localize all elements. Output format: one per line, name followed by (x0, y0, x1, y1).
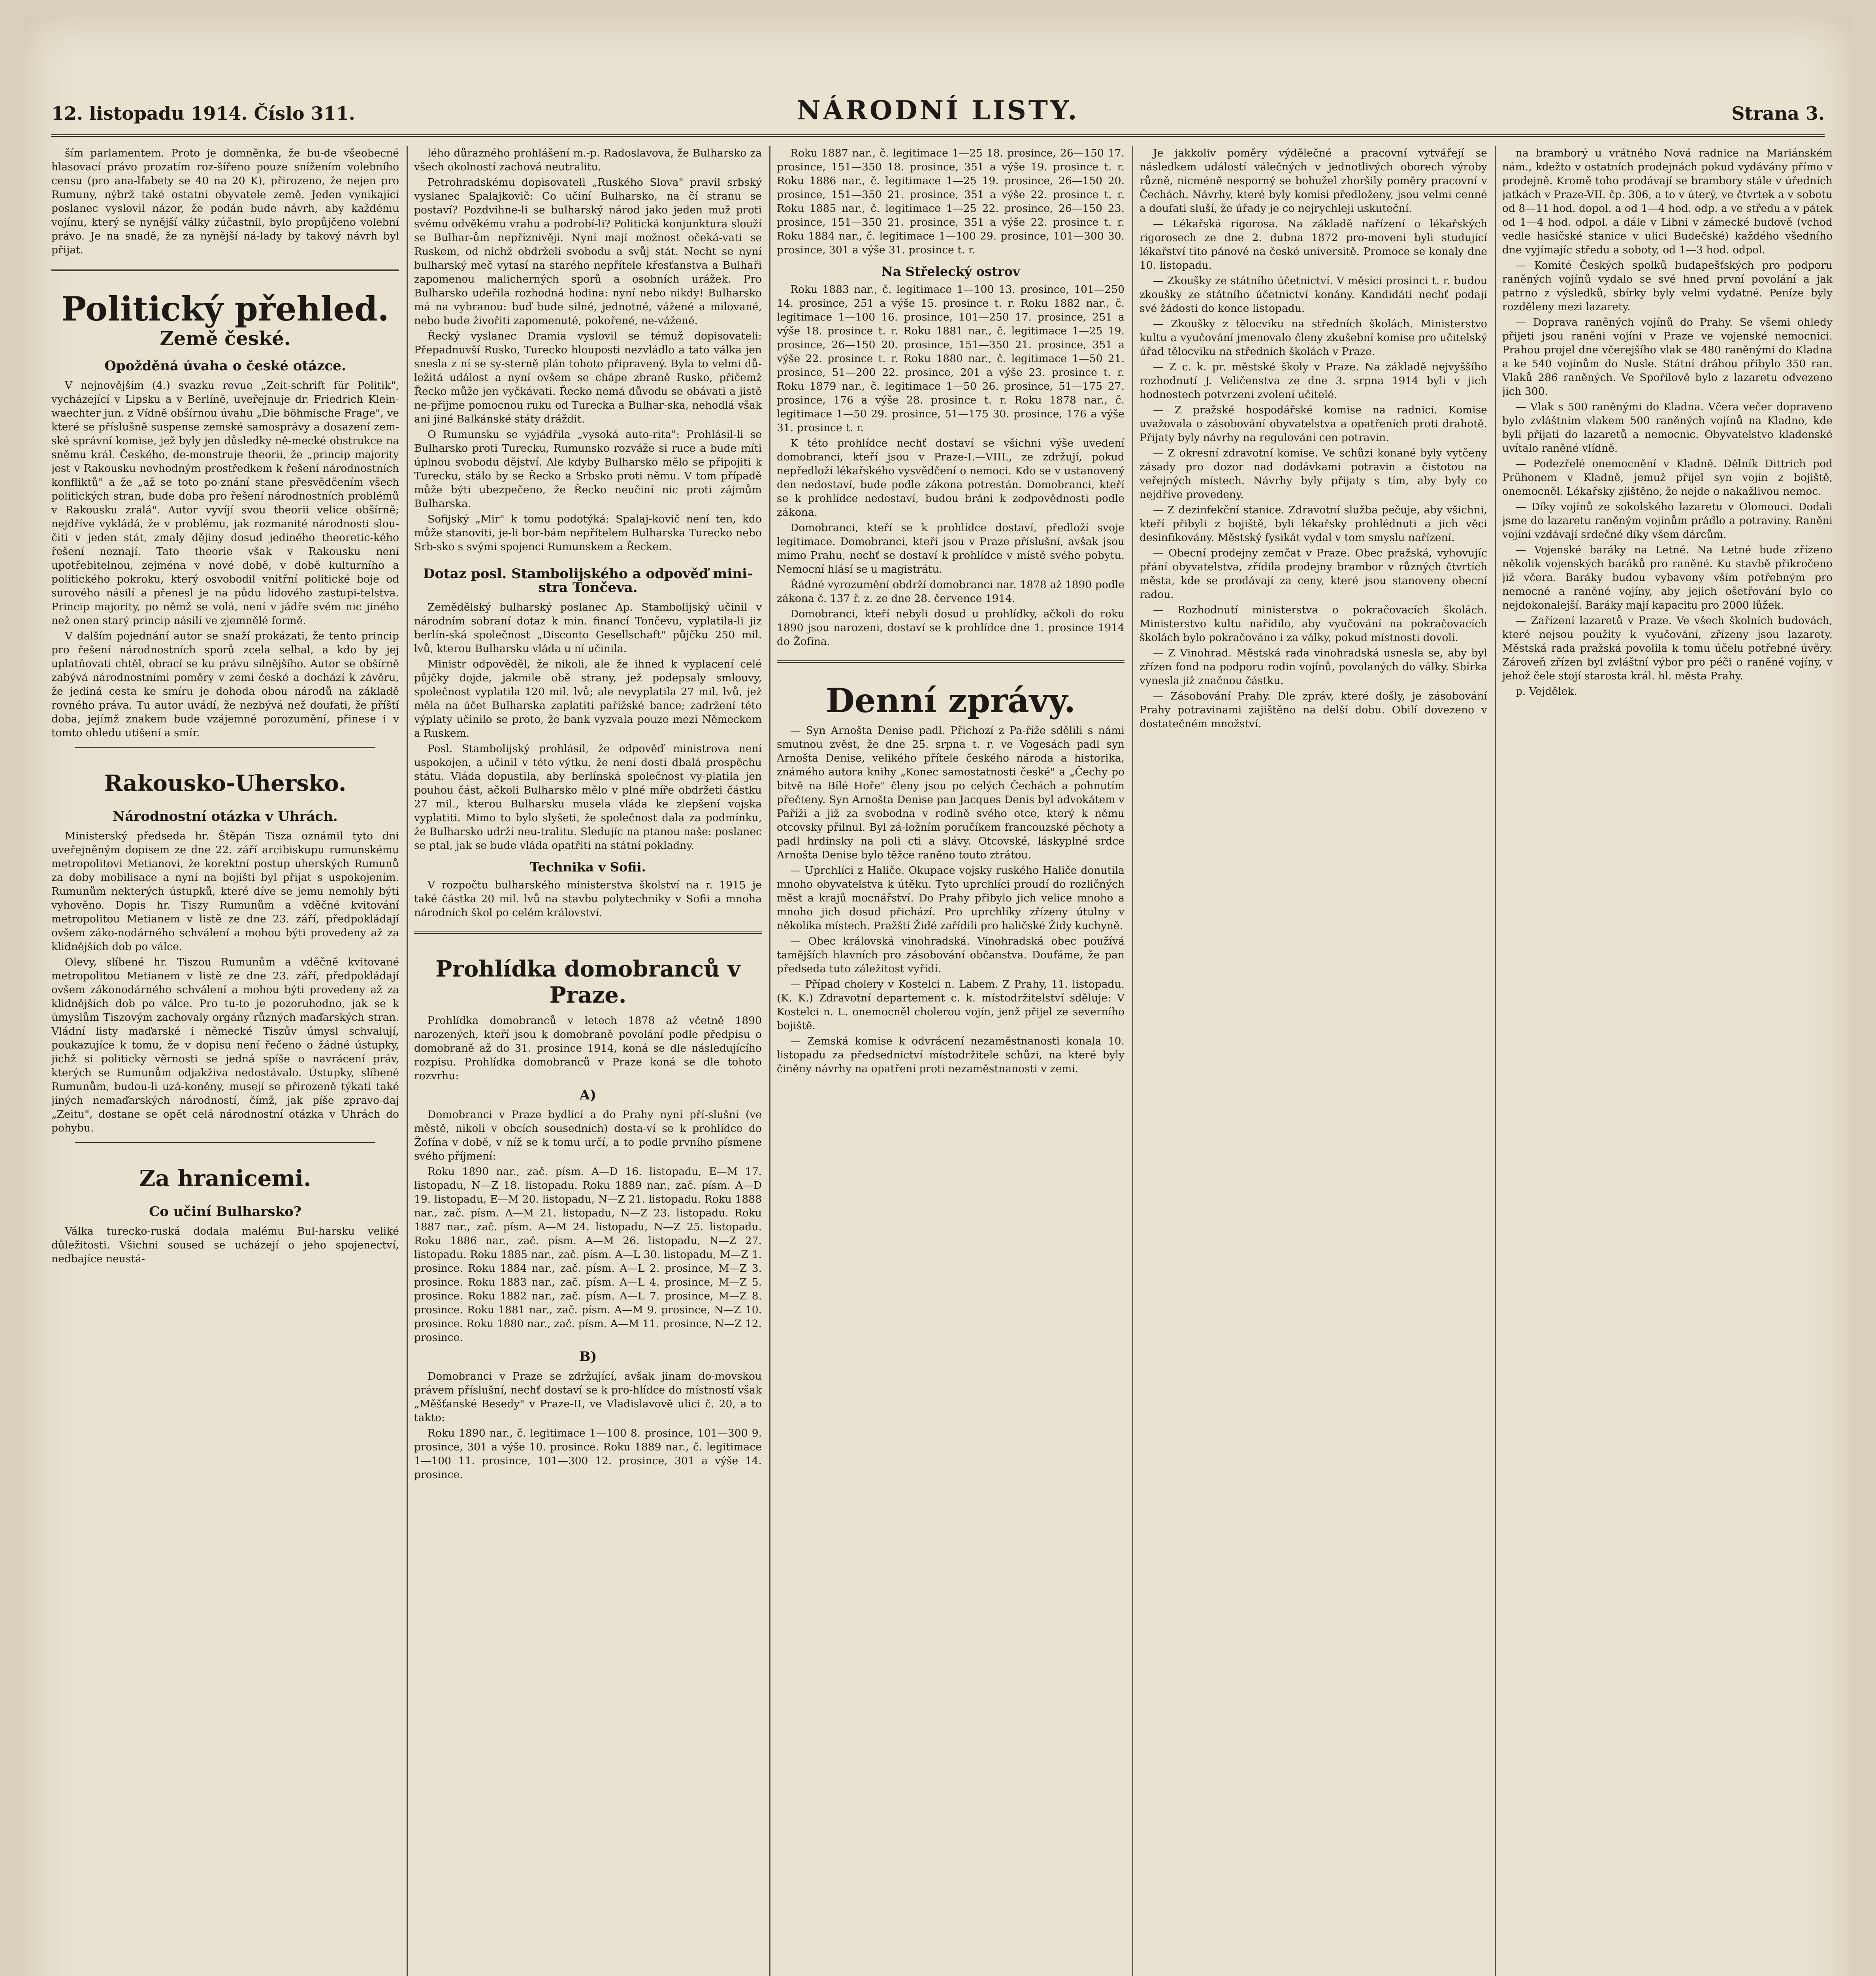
section-divider (414, 931, 762, 934)
section-heading: Prohlídka domobranců v Praze. (435, 956, 740, 1008)
column-divider (1495, 146, 1496, 1976)
article-paragraph: Sofijský „Mir" k tomu podotýká: Spalaj-kovič není ten, kdo může stanoviti, je-li bor-bám nepřítelem Bulharska Turecko nebo Srb-sko s svými spojenci Rumunskem a Řeckem. (414, 513, 762, 553)
article-paragraph: Řádné vyrozumění obdrží domobranci nar. 1878 až 1890 podle zákona č. 137 ř. z. ze dne 28. července 1914. (777, 579, 1124, 605)
article-paragraph: — Zařízení lazaretů v Praze. Ve všech školních budovách, které nejsou použity k vyučování, zřízeny jsou lazarety. Městská rada pražská povolila k tomu účelu potřebné úvěry. Zároveň zřízen byl zvláštní výbor pro péči o raněné vojíny, v jehož čele stojí starosta král. hl. města Prahy. (1502, 615, 1833, 682)
newspaper-title: NÁRODNÍ LISTY. (797, 95, 1079, 126)
article-paragraph: ším parlamentem. Proto je domněnka, že bu-de všeobecné hlasovací právo prozatím roz-šířeno pouze snížením volebního censu (pro ana-lfabety se 40 na 20 K), přirozeno, že nejen pro Rumuny, nýbrž také ostatní obyvatele země. Jeden vynikající poslanec vyslovil názor, že podán bude návrh, aby každému vojínu, který se nynější války zúčastnil, bylo propůjčeno volební právo. Je na snadě, že za nynější ná-lady by takový návrh byl přijat. (51, 147, 399, 256)
article-paragraph: O Rumunsku se vyjádřila „vysoká auto-rita": Prohlásil-li se Bulharsko proti Turecku, Rumunsko rozváže si ruce a bude míti úplnou svobodu dějství. Ale kdyby Bulharsko mělo se připojiti k Turecku, stálo by se Řecko a Srbsko proti němu. V tom případě může býti ubezpečeno, že Řecko neučiní nic proti zájmům Bulharska. (414, 428, 762, 510)
article-paragraph: — Uprchlíci z Haliče. Okupace vojsky ruského Haliče donutila mnoho obyvatelstva k útěku. Tyto uprchlíci proudí do rozličných měst a krajů mocnářství. Do Prahy přibylo jich velice mnoho a mnoho jich dosud přichází. Pro uprchlíky zřízeny útulny v několika místech. Pražští Židé zařídili pro haličské Židy kuchyně. (777, 864, 1124, 932)
column-2 (414, 146, 762, 1976)
page-number: Strana 3. (1731, 103, 1825, 124)
article-paragraph: — Obecní prodejny zemčat v Praze. Obec pražská, vyhovujíc přání obyvatelstva, zřídila prodejny brambor v různých čtvrtích města, kde se prodávají za ceny, které jsou stanoveny obecní radou. (1140, 547, 1487, 601)
list-label: B) (579, 1349, 597, 1365)
article-heading: Opožděná úvaha o české otázce. (104, 358, 346, 374)
column-4 (1140, 146, 1487, 1976)
article-paragraph: V dalším pojednání autor se snaží prokázati, že tento princip pro řešení národnostních sporů zcela selhal, a kdo by jej uplatňovati chtěl, obrací se ku právu silnějšího. Autor se obšírně zabývá národnostními poměry v zemi české a dochází k závěru, že jediná cesta ke smíru je dohoda obou národů na základě rovného práva. Tu autor uvádí, že nezbývá než doufati, že příští doba, jejímž znakem bude vzájemné porozumění, přinese i v tomto ohledu utišení a smír. (51, 630, 399, 739)
divider (75, 1142, 375, 1143)
article-paragraph: — Podezřelé onemocnění v Kladně. Dělník Dittrich pod Prühonem v Kladně, jemuž přijel syn vojín z bojiště, onemocněl. Lékařsky zjištěno, že nejde o nakažlivou nemoc. (1502, 458, 1833, 498)
article-paragraph: Zemědělský bulharský poslanec Ap. Stambolijský učinil v národním sobraní dotaz k min. financí Tončevu, vyplatila-li jiz berlín-ská společnost „Disconto Gesellschaft" půjčku 250 mil. lvů, kterou Bulharsku vláda u ní učinila. (414, 601, 762, 655)
article-paragraph: Petrohradskému dopisovateli „Ruského Slova" pravil srbský vyslanec Spalajkovič: Co učiní Bulharsko, na čí stranu se postaví? Pozdvihne-li se bulharský národ jako jeden muž proti svému odvěkému vrahu a podrobí-li? Politická konjunktura slouží se Bulhar-ům nepříznivěji. Nyní mají možnost očeká-vati se Ruskem, od nichž obdrželi svobodu a svůj stát. Necht se nyní bulharský meč vytasí na starého nepřítele křesťanstva a Bulhaři zapomenou malicherných sporů a osobních urážek. Pro Bulharsko udeřila rozhodná hodina: nyní nebo nikdy! Bulharsko má na vybranou: buď bude silné, jednotné, vážené a milované, nebo bude živořiti zapomenuté, pokořené, ne-vážené. (414, 176, 762, 327)
newspaper-page (24, 16, 1852, 1976)
article-paragraph: Je jakkoliv poměry výdělečné a pracovní vytvářejí se následkem událostí válečných v jednotlivých oborech výroby různě, nicméně nesporný se bohužel zhoršily poměry pracovní v Čechách. Návrhy, které byly komisi předloženy, jsou velmi cenné a doufati sluší, že úřady je co nejrychleji uskuteční. (1140, 147, 1487, 215)
article-paragraph: — Z okresní zdravotní komise. Ve schůzi konané byly vytčeny zásady pro dozor nad dodávkami potravin a čistotou na veřejných místech. Návrhy byly přijaty s tím, aby byly co nejdříve provedeny. (1140, 447, 1487, 501)
article-heading: Dotaz posl. Stambolijského a odpověď mini-stra Tončeva. (423, 566, 753, 596)
article-paragraph: — Komité Českých spolků budapešťských pro podporu raněných vojínů vydalo se své hned první povolání a jak patrno z výsledků, sbírky byly velmi vydatné. Peníze byly rozděleny mezi lazarety. (1502, 259, 1833, 313)
article-paragraph: Válka turecko-ruská dodala malému Bul-harsku veliké důležitosti. Všichni soused se ucházejí o jeho spojenectví, nedbajíce neustá- (51, 1225, 399, 1265)
article-paragraph: V rozpočtu bulharského ministerstva školství na r. 1915 je také částka 20 mil. lvů na stavbu polytechniky v Sofii a mnoha národních škol po celém království. (414, 879, 762, 919)
divider (75, 747, 375, 748)
article-heading: Technika v Sofii. (530, 860, 646, 875)
schedule-list: Roku 1887 nar., č. legitimace 1—25 18. prosince, 26—150 17. prosince, 151—350 18. prosince, 351 a výše 19. prosince t. r. Roku 1886 nar., č. legitimace 1—25 19. prosince, 26—150 20. prosince, 151—350 21. prosince, 351 a výše 22. prosince t. r. Roku 1885 nar., č. legitimace 1—25 22. prosince, 26—150 23. prosince, 151—350 21. prosince, 351 a výše 22. prosince t. r. Roku 1884 nar., č. legitimace 1—100 29. prosince, 101—300 30. prosince, 301 a výše 31. prosince t. r. (777, 147, 1124, 256)
article-paragraph: — Z dezinfekční stanice. Zdravotní služba pečuje, aby všichni, kteří přibyli z bojiště, byli lékařsky prohlédnuti a jich věci desinfikovány. Městský fysikát vydal v tom smyslu nařízení. (1140, 504, 1487, 544)
article-paragraph: — Z pražské hospodářské komise na radnici. Komise uvažovala o zásobování obyvatelstva a opatřeních proti drahotě. Přijaty byly návrhy na regulování cen potravin. (1140, 404, 1487, 444)
column-divider (407, 146, 408, 1976)
schedule-list: Roku 1890 nar., č. legitimace 1—100 8. prosince, 101—300 9. prosince, 301 a výše 10. prosince. Roku 1889 nar., č. legitimace 1—100 11. prosince, 101—300 12. prosince, 301 a výše 14. prosince. (414, 1427, 762, 1481)
article-paragraph: Ministr odpověděl, že nikoli, ale že ihned k vyplacení celé půjčky dojde, jakmile obě strany, jež podepsaly smlouvy, společnost vyplatila 120 mil. lvů; ale nevyplatila 27 mil. lvů, jež měla na účet Bulharska zaplatiti pařížské bance; zadržení této výplaty učinilo se proto, že bank vyzvala pouze mezi Německem a Ruskem. (414, 658, 762, 739)
article-paragraph: Olevy, slíbené hr. Tiszou Rumunům a vděčně kvitované metropolitou Metianem v listě ze dne 23. září, předpokládají ovšem zákonodárného schválení a mohou býti provedeny až za klidnějších dob po válce. Pro tu-to je pozoruhodno, jak se k úmyslům Tiszovým zachovaly orgány různých maďarských stran. Vládní listy maďarské i německé Tiszův úmysl schvalují, poukazujíce k tomu, že v dopisu není řečeno o žádné ústupky, jichž si politicky věrnosti se jedná spíše o navrácení práv, kterých se Rumunům odjakživa nedostávalo. Ústupky, slíbené Rumunům, budou-li uzá-koněny, musejí se přirozeně týkati také jiných nemaďarských národností, čímž, jak píše zpravo-daj „Zeitu", dostane se opět celá národnostní otázka v Uhrách do pohybu. (51, 956, 399, 1134)
article-paragraph: Ministerský předseda hr. Štěpán Tisza oznámil tyto dni uveřejněným dopisem ze dne 22. září arcibiskupu rumunskému metropolitovi Metianovi, že korektní postup uherských Rumunů za doby mobilisace a nyní na bojišti byl přijat s uspokojením. Rumunům nekterých ústupků, které díve se jemu nemohly býti vyhověno. Dopis hr. Tiszy Rumunům a vděčné kvitování metropolitou Metianem v listě ze dne 23. září, předpokládají ovšem záko-nodárného schválení a mohou býti provedeny až za klidnějších dob po válce. (51, 830, 399, 953)
masthead (51, 87, 1825, 137)
article-paragraph: lého důrazného prohlášení m.-p. Radoslavova, že Bulharsko za všech okolností zachová neutralitu. (414, 147, 762, 173)
column-5 (1502, 146, 1833, 1976)
article-paragraph: K této prohlídce nechť dostaví se všichni výše uvedení domobranci, kteří jsou v Praze-I.—VIII., ze zdržují, pokud nepředloží lékařského vysvědčení o nemoci. Kdo se v ustanovený den nedostaví, bude podle zákona potrestán. Domobranci, kteří se k prohlídce nedostaví, budou bráni k zodpovědnosti podle zákona. (777, 437, 1124, 519)
list-heading: Na Střelecký ostrov (881, 264, 1020, 279)
section-heading: Denní zprávy. (826, 681, 1075, 720)
article-heading: Národnostní otázka v Uhrách. (113, 809, 338, 824)
issue-date: 12. listopadu 1914. Číslo 311. (51, 103, 355, 124)
subsection-heading: Země české. (160, 328, 291, 350)
schedule-list: Roku 1890 nar., zač. písm. A—D 16. listopadu, E—M 17. listopadu, N—Z 18. listopadu. Roku 1889 nar., zač. písm. A—D 19. listopadu, E—M 20. listopadu, N—Z 21. listopadu. Roku 1888 nar., zač. písm. A—M 21. listopadu, N—Z 23. listopadu. Roku 1887 nar., zač. písm. A—M 24. listopadu, N—Z 25. listopadu. Roku 1886 nar., zač. písm. A—M 26. listopadu, N—Z 27. listopadu. Roku 1885 nar., zač. písm. A—L 30. listopadu, M—Z 1. prosince. Roku 1884 nar., zač. písm. A—L 2. prosince, M—Z 3. prosince. Roku 1883 nar., zač. písm. A—L 4. prosince, M—Z 5. prosince. Roku 1882 nar., zač. písm. A—L 7. prosince, M—Z 8. prosince. Roku 1881 nar., zač. písm. A—M 9. prosince, N—Z 10. prosince. Roku 1880 nar., zač. písm. A—M 11. prosince, N—Z 12. prosince. (414, 1165, 762, 1344)
section-heading: Za hranicemi. (139, 1165, 311, 1192)
article-paragraph: — Z c. k. pr. městské školy v Praze. Na základě nejvyššího rozhodnutí J. Veličenstva ze dne 3. srpna 1914 byli v jich hodnostech potvrzeni zvolení učitelé. (1140, 361, 1487, 401)
article-paragraph: — Doprava raněných vojínů do Prahy. Se všemi ohledy přijeti jsou raněni vojíni v Praze ve vojenské nemocnici. Prahou projel dne včerejšího vlak se 480 raněnými do Kladna a ke 540 vojínům do Nusle. Státní dráhou přibylo 350 ran. Vlaků 286 raněných. Ve Spořilově bylo z lazaretu odvezeno jich 300. (1502, 316, 1833, 398)
article-paragraph: Domobranci, kteří se k prohlídce dostaví, předloží svoje legitimace. Domobranci, kteří jsou v Praze příslušní, avšak jsou mimo Prahu, nechť se dostaví k prohlídce v místě svého pobytu. Nemocní hlásí se u magistrátu. (777, 522, 1124, 575)
list-label: A) (579, 1087, 597, 1103)
article-paragraph: — Obec královská vinohradská. Vinohradská obec používá tamějších hlavních pro zásobování občanstva. Doufáme, že pan předseda tuto záležitost vyřídí. (777, 935, 1124, 975)
article-paragraph: — Zkoušky ze státního účetnictví. V měsíci prosinci t. r. budou zkoušky ze státního účetnictví konány. Kandidáti nechť podají své žádosti do konce listopadu. (1140, 275, 1487, 315)
section-divider (51, 269, 399, 271)
article-paragraph: — Lékařská rigorosa. Na základě nařízení o lékařských rigorosech ze dne 2. dubna 1872 pro-moveni byli studující lékařství tito pánové na české universitě. Promoce se konaly dne 10. listopadu. (1140, 218, 1487, 272)
article-paragraph: na bramborý u vrátného Nová radnice na Mariánském nám., kdežto v ostatních prodejnách pokud vydávány přímo v prodejně. Kromě toho prodávají se brambory stále v úředních jatkách v Praze-VII. čp. 306, a to v úterý, ve čtvrtek a v sobotu od 8—11 hod. dopol. a od 1—4 hod. odp. a ve středu a v pátek od 1—4 hod. odpol. a dále v Libni v zámecké budově (vchod vedle hasičské stanice v ulici Budečské) každého všedního dne vyjímajíc středu a soboty, od 1—3 hod. odpol. (1502, 147, 1833, 256)
article-paragraph: Posl. Stambolijský prohlásil, že odpověď ministrova není uspokojen, a učinil v této výtku, že není dosti dbalá prospěchu státu. Vláda dopustila, aby berlínská společnost vy-platila jen pouhou část, ačkoli Bulharsko mělo v plné míře obdržeti částku 27 mil., kterou Bulharsku musela vláda ke zlepšení vojska vyplatiti. Mimo to bylo slyšeti, že společnost dala za podmínku, že Bulharsko udrží neu-tralitu. Sledujíc na ptanou naše: poslanec se ptal, jak se bude vláda opatřiti na státní pokladny. (414, 743, 762, 852)
column-1 (51, 146, 399, 1976)
article-paragraph: — Vlak s 500 raněnými do Kladna. Včera večer dopraveno bylo zvláštním vlakem 500 raněných vojínů na Kladno, kde byli přijati do lazaretů a nemocnic. Obyvatelstvo kladenské uvítalo raněné vlídně. (1502, 401, 1833, 454)
article-paragraph: Domobranci v Praze se zdržující, avšak jinam do-movskou právem příslušní, nechť dostaví se k pro-hlídce do místností však „Měšťanské Besedy" v Praze-II, ve Vladislavově ulici č. 20, a to takto: (414, 1370, 762, 1424)
article-paragraph: V nejnovějším (4.) svazku revue „Zeit-schrift für Politik", vycházející v Lipsku a v Berlíně, uveřejnuje dr. Friedrich Klein-waechter jun. z Vídně obšírnou úvahu „Die böhmische Frage", ve které se příslušně suspense zemské samosprávy a dosazení zem-ské správní komise, jež byly jen důsledky ně-mecké obstrukce na sněmu král. Českého, de-monstruje theorii, že „princip majority jest v Rakousku nevhodným prostředkem k řešení národnostních konfliktů" a že „až se toto po-znání stane přesvědčením všech politických stran, bude doba pro řešení národnostních problémů v Rakousku zralá". Autor vyvíjí svou theorii velice obšírně; nejdříve vykládá, že v problému, jak rozmanité národnosti slou-čiti v jeden stát, zmaly dějiny dosud jediného theoretic-kého řešení neznají. Tato theorie však v Rakousku není upotřebitelnou, zejména v nové době, v době kulturního a politického pokroku, který osvobodil vnitřní politické boje od surového násilí a přenesl je na půdu lidového zastupi-telstva. Princip majority, po němž se volá, není v jádře svém nic jiného než onen starý princip násilí ve zjemnělé formě. (51, 379, 399, 627)
column-3 (777, 146, 1124, 1976)
article-paragraph: Řecký vyslanec Dramia vyslovil se témuž dopisovateli: Přepadnuvší Rusko, Turecko hlouposti nezvládlo a tato válka jen snesla z ní se sy-sterně plán tohoto připravený. Byla to velmi dů-ležitá událost a nyní ovšem se chápe zbraně Rusko, přičemž Řecko může jen vyčkávati. Řecko nemá důvodu se obávati a jistě ne-přijme pomocnou ruku od Turecka a Bulhar-ska, nehodlá však ani jiné Balkánské státy dráždit. (414, 330, 762, 425)
article-paragraph: — Případ cholery v Kostelci n. Labem. Z Prahy, 11. listopadu. (K. K.) Zdravotní departement c. k. místodržitelství sděluje: V Kostelci n. L. onemocněl cholerou vojín, jenž přijel ze severního bojiště. (777, 978, 1124, 1032)
article-paragraph: — Zemská komise k odvrácení nezaměstnanosti konala 10. listopadu za předsednictví místodržitele schůzi, na které byly činěny návrhy na opatření proti nezaměstnanosti v zemi. (777, 1035, 1124, 1075)
section-heading: Rakousko-Uhersko. (104, 770, 347, 796)
column-divider (1132, 146, 1133, 1976)
section-heading: Politický přehled. (61, 289, 389, 328)
article-heading: Co učiní Bulharsko? (149, 1204, 301, 1220)
schedule-list: Roku 1883 nar., č. legitimace 1—100 13. prosince, 101—250 14. prosince, 251 a výše 15. prosince t. r. Roku 1882 nar., č. legitimace 1—100 16. prosince, 101—250 17. prosince, 251 a výše 18. prosince t. r. Roku 1881 nar., č. legitimace 1—25 19. prosince, 26—150 20. prosince, 151—350 21. prosince, 351 a výše 22. prosince t. r. Roku 1880 nar., č. legitimace 1—50 21. prosince, 51—200 22. prosince, 201 a výše 23. prosince t. r. Roku 1879 nar., č. legitimace 1—50 26. prosince, 51—175 27. prosince, 176 a výše 28. prosince t. r. Roku 1878 nar., č. legitimace 1—50 29. prosince, 51—175 30. prosince, 176 a výše 31. prosince t. r. (777, 283, 1124, 434)
article-paragraph: — Díky vojínů ze sokolského lazaretu v Olomouci. Dodali jsme do lazaretu raněným vojínům prádlo a potraviny. Raněni vojíni vzdávají srdečné díky všem dárcům. (1502, 501, 1833, 541)
article-paragraph: Domobranci v Praze bydlící a do Prahy nyní pří-slušní (ve městě, nikoli v obcích sousedních) dosta-ví se k prohlídce do Žofína v době, v níž se k tomu určí, a to podle prvního písmene svého příjmení: (414, 1109, 762, 1162)
article-paragraph: — Z Vinohrad. Městská rada vinohradská usnesla se, aby byl zřízen fond na podporu rodin vojínů, povolaných do války. Sbírka vynesla již značnou částku. (1140, 647, 1487, 687)
article-paragraph: Domobranci, kteří nebyli dosud u prohlídky, ačkoli do roku 1890 jsou narozeni, dostaví se k prohlídce dne 1. prosince 1914 do Žofína. (777, 608, 1124, 648)
signature: p. Vejdělek. (1516, 685, 1577, 698)
article-paragraph: — Syn Arnošta Denise padl. Přichozí z Pa-říže sdělili s námi smutnou zvěst, že dne 25. srpna t. r. ve Vogesách padl syn Arnošta Denise, velikého přítele českého národa a historika, známého autora knihy „Konec samostatnosti české" a „Čechy po bitvě na Bílé Hoře" členy jsou po celých Čechách a pohnutím přečteny. Syn Arnošta Denise pan Jacques Denis byl advokátem v Paříži a již za svobodna v rodině svého otce, který k němu otcovsky přilnul. Byl zá-ložním poručíkem francouzské pěchoty a padl hrdinsky na poli cti a slávy. Otcovské, láskyplné srdce Arnošta Denise bylo těžce raněno touto ztrátou. (777, 724, 1124, 861)
article-paragraph: Prohlídka domobranců v letech 1878 až včetně 1890 narozených, kteří jsou k domobraně povolání podle předpisu o domobraně až do 31. prosince 1914, koná se dle následujícího rozpisu. Prohlídka domobranců v Praze koná se dle tohoto rozvrhu: (414, 1014, 762, 1082)
article-paragraph: — Zkoušky z tělocviku na středních školách. Ministerstvo kultu a vyučování jmenovalo členy zkušební komise pro učitelský úřad tělocviku na středních školách v Praze. (1140, 318, 1487, 358)
article-paragraph: — Rozhodnutí ministerstva o pokračovacích školách. Ministerstvo kultu nařídilo, aby vyučování na pokračovacích školách bylo pokračováno i za války, pokud místnosti dovolí. (1140, 604, 1487, 644)
section-divider (777, 660, 1124, 663)
column-divider (769, 146, 770, 1976)
article-paragraph: — Vojenské baráky na Letné. Na Letné bude zřízeno několik vojenských baráků pro raněné. Ku stavbě přikročeno již včera. Baráky budou vybaveny vším potřebným pro nemocné a raněné vojíny, aby jejich ošetřování bylo co nejdokonalejší. Baráky mají kapacitu pro 2000 lůžek. (1502, 544, 1833, 611)
article-paragraph: — Zásobování Prahy. Dle zpráv, které došly, je zásobování Prahy potravinami zajištěno na delší dobu. Obilí dovezeno v dostatečném množství. (1140, 690, 1487, 730)
columns (51, 146, 1833, 1976)
